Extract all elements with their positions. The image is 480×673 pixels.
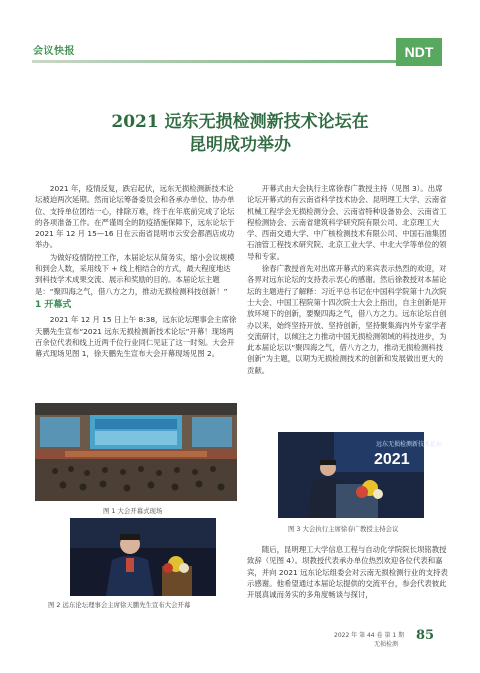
figure-3-caption: 图 3 大会执行主席徐春广教授主持会议 xyxy=(288,525,399,533)
right-paragraph-2: 徐春广教授首先对出席开幕式的来宾表示热烈的欢迎，对各界对远东论坛的支持表示衷心的感谢。然后徐教授对本届论坛的主题进行了解释：习近平总书记在中国科学院第十九次院士大会、中国工程院第十四次院士大会上指出，自主创新是开放环境下的创新，要聚四海之气，借八方之力。远东论坛自创办以来，始终坚持开放、坚持创新，坚持聚集海内外专家学者交流研讨，以倾注之力推动中国无损检测领域的科技进步，为此本届论坛以“聚四海之气，借八方之力，推动无损检测科技创新”为主题，以期为无损检测技术的创新和发展做出更大的贡献。 xyxy=(247,264,447,375)
section-heading-opening: 1 开幕式 xyxy=(35,299,72,310)
footer-journal: 无损检测 xyxy=(374,641,399,648)
figure-3-banner-subtext: 远东无损检测新技术论坛 xyxy=(376,441,443,448)
right-paragraph-3: 随后，昆明理工大学信息工程与自动化学院院长坝铭教授致辞（见图 4）。坝教授代表承办单位热烈欢迎各位代表和嘉宾，并向 2021 远东论坛组委会对云南无损检测行业的支持表示感谢。他希望通过本届论坛提供的交流平台，参会代表彼此开展真诚而务实的多角度畅谈与探讨， xyxy=(247,545,448,600)
left-column xyxy=(35,183,237,360)
figure-1-caption: 图 1 大会开幕式现场 xyxy=(103,507,163,515)
figure-2-caption: 图 2 远东论坛理事会主席徐天鹏先生宣布大会开幕 xyxy=(48,601,191,609)
page-number: 85 xyxy=(416,628,435,643)
ndt-logo: NDT xyxy=(396,38,442,66)
figure-3-photo xyxy=(278,432,443,518)
article-title-line2: 昆明成功举办 xyxy=(189,135,291,155)
right-paragraph-1: 开幕式由大会执行主席徐春广教授主持（见图 3）。出席论坛开幕式的有云南省科学技术协会、昆明理工大学、云南省机械工程学会无损检测分会、云南省特种设备协会、云南省工程检测协会、云南省建筑科学研究院有限公司、北京理工大学、西南交通大学、中广核检测技术有限公司、中国石油集团石油管工程技术研究院、北京工业大学、中北大学等单位的领导和专家。 xyxy=(247,184,447,261)
opening-paragraph: 2021 年 12 月 15 日上午 8:38，远东论坛理事会主席徐天鹏先生宣布“2021 远东无损检测新技术论坛”开幕！现场两百余位代表和线上近两千位行业同仁见证了这一时刻。大会开幕式现场见图 1，徐天鹏先生宣布大会开幕现场见图 2。 xyxy=(35,315,237,359)
header-rule xyxy=(32,60,416,63)
figure-1-photo xyxy=(35,403,237,501)
section-label: 会议快报 xyxy=(33,46,75,57)
intro-paragraph-2: 为做好疫情防控工作，本届论坛从简务实，缩小会议规模和到会人数，采用线下 + 线上相结合的方式，最大程度地达到科技学术成果交流、展示和奖励的目的。本届论坛主题是：“聚四海之气，借八方之力，推动无损检测科技创新！” xyxy=(35,252,235,296)
intro-paragraph-1: 2021 年，疫情反复，跌宕起伏，远东无损检测新技术论坛被迫两次延期。然而论坛筹备委员会和各承办单位、协办单位、支持单位团结一心，排除万难，终于在年底前完成了论坛的各项准备工作。在严谨周全的防疫措施保障下，远东论坛于 2021 年 12 月 15—16 日在云南省昆明市云安会都酒店成功举办。 xyxy=(35,184,235,250)
right-column-continued xyxy=(247,544,449,601)
article-title-line1: 2021 远东无损检测新技术论坛在 xyxy=(111,112,369,132)
footer-issue: 2022 年 第 44 卷 第 1 期 xyxy=(334,632,405,639)
right-column xyxy=(247,183,449,377)
figure-3-banner-year: 2021 xyxy=(374,451,410,468)
figure-2-photo xyxy=(70,518,216,596)
